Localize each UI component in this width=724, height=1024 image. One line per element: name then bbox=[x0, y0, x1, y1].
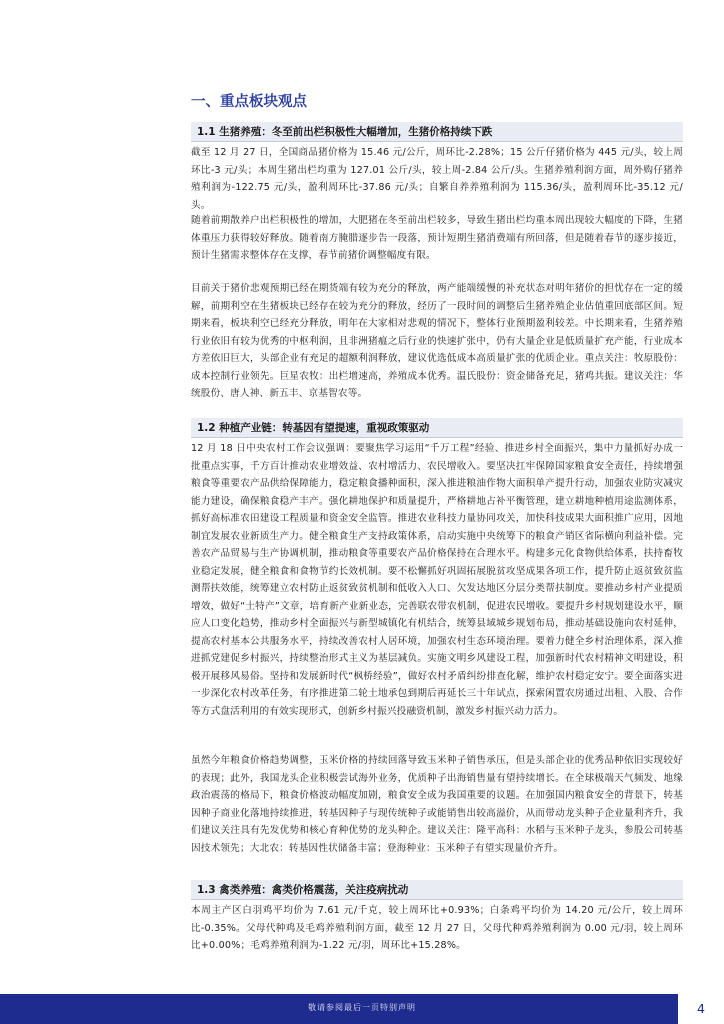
paragraph-pig-outlook: 随着前期散养户出栏积极性的增加，大肥猪在冬至前出栏较多，导致生猪出栏均重本周出现较大幅度的下降，生猪体重压力获得较好释放。随着南方腌腊逐步告一段落，预计短期生猪消费端有所回落，但是随着春节的逐步接近，预计生猪需求整体存在支撑，春节前猪价调整幅度有限。 bbox=[191, 215, 683, 261]
paragraph-pig-prices: 截至 12 月 27 日，全国商品猪价格为 15.46 元/公斤，周环比-2.28%；15 公斤仔猪价格为 445 元/头，较上周环比-3 元/头；本周生猪出栏均重为 127.01 公斤/头，较上周-2.84 公斤/头。生猪养殖利润方面，周外购仔猪养殖利润为-122.75 元/头，盈利周环比-37.86 元/头；自繁自养养殖利润为 115.36/头，盈利周环比-35.12 元/头。 bbox=[191, 147, 683, 211]
section-heading-poultry: 1.3 禽类养殖：禽类价格震荡，关注疫病扰动 bbox=[191, 880, 683, 900]
footer-band bbox=[0, 994, 724, 1024]
footer-disclaimer: 敬请参阅最后一页特别声明 bbox=[308, 1003, 416, 1012]
page-number: 4 bbox=[678, 994, 724, 1024]
page-title: 一、重点板块观点 bbox=[191, 94, 307, 110]
paragraph-rural-work-conference: 12 月 18 日中央农村工作会议强调：要聚焦学习运用“千万工程”经验、推进乡村全面振兴，集中力量抓好办成一批重点实事，千方百计推动农业增效益、农村增活力、农民增收入。要坚决扛牢保障国家粮食安全责任，持续增强粮食等重要农产品供给保障能力，稳定粮食播种面积，深入推进粮油作物大面积单产提升行动，加强农业防灾减灾能力建设，确保粮食稳产丰产。强化耕地保护和质量提升，严格耕地占补平衡管理，建立耕地种植用途监测体系，抓好高标准农田建设工程质量和资金安全监管。推进农业科技力量协同攻关，加快科技成果大面积推广应用，因地制宜发展农业新质生产力。健全粮食生产支持政策体系，启动实施中央统筹下的粮食产销区省际横向利益补偿。完善农产品贸易与生产协调机制，推动粮食等重要农产品价格保持在合理水平。构建多元化食物供给体系，扶持畜牧业稳定发展，健全粮食和食物节约长效机制。要不松懈抓好巩固拓展脱贫攻坚成果各项工作，提升防止返贫致贫监测帮扶效能，统筹建立农村防止返贫致贫机制和低收入人口、欠发达地区分层分类帮扶制度。要推动乡村产业提质增效，做好“土特产”文章，培育新产业新业态，完善联农带农机制，促进农民增收。要提升乡村规划建设水平，顺应人口变化趋势，推动乡村全面振兴与新型城镇化有机结合，统筹县域城乡规划布局，推动基础设施向农村延伸，提高农村基本公共服务水平，持续改善农村人居环境，加强农村生态环境治理。要着力健全乡村治理体系，深入推进抓党建促乡村振兴，持续整治形式主义为基层减负。实施文明乡风建设工程，加强新时代农村精神文明建设，积极开展移风易俗。坚持和发展新时代“枫桥经验”，做好农村矛盾纠纷排查化解，维护农村稳定安宁。要全面落实进一步深化农村改革任务，有序推进第二轮土地承包到期后再延长三十年试点，探索闲置农房通过出租、入股、合作等方式盘活利用的有效实现形式，创新乡村振兴投融资机制，激发乡村振兴动力活力。 bbox=[191, 443, 683, 717]
paragraph-pig-recommendations: 目前关于猪价悲观预期已经在期货端有较为充分的释放，两产能端缓慢的补充状态对明年猪价的担忧存在一定的缓解，前期利空在生猪板块已经存在较为充分的释放，经历了一段时间的调整后生猪养殖企业估值重回底部区间。短期来看，板块利空已经充分释放，明年在大家相对悲观的情况下，整体行业预期盈利较差。中长期来看，生猪养殖行业依旧有较为优秀的中枢利润，且非洲猪瘟之后行业的快速扩张中，仍有大量企业是低质量扩充产能，行业成本方差依旧巨大，头部企业有充足的超额利润释放，建议优选低成本高质量扩张的优质企业。重点关注：牧原股份：成本控制行业领先。巨星农牧：出栏增速高，养殖成本优秀。温氏股份：资金储备充足，猪鸡共振。建议关注：华统股份、唐人神、新五丰、京基智农等。 bbox=[191, 283, 683, 399]
paragraph-poultry-prices: 本周主产区白羽鸡平均价为 7.61 元/千克，较上周环比+0.93%；白条鸡平均价为 14.20 元/公斤，较上周环比-0.35%。父母代种鸡及毛鸡养殖利润方面，截至 12 月 27 日，父母代种鸡养殖利润为 0.00 元/羽，较上周环比+0.00%；毛鸡养殖利润为-1.22 元/羽，周环比+15.28%。 bbox=[191, 905, 683, 951]
section-heading-pig-farming: 1.1 生猪养殖：冬至前出栏积极性大幅增加，生猪价格持续下跌 bbox=[191, 122, 683, 142]
paragraph-seed-industry: 虽然今年粮食价格趋势调整，玉米价格的持续回落导致玉米种子销售承压，但是头部企业的优秀品种依旧实现较好的表现；此外，我国龙头企业积极尝试海外业务，优质种子出海销售量有望持续增长。在全球极端天气频发、地缘政治震荡的格局下，粮食价格波动幅度加剧，粮食安全成为我国重要的议题。在加强国内粮食安全的背景下，转基因种子商业化落地持续推进，转基因种子与现传统种子或能销售出较高溢价，从而带动龙头种子企业量利齐升，我们建议关注具有先发优势和核心育种优势的龙头种企。建议关注：隆平高科：水稻与玉米种子龙头，参股公司转基因技术领先；大北农：转基因性状储备丰富；登海种业：玉米种子有望实现量价齐升。 bbox=[191, 755, 683, 854]
section-heading-planting-chain: 1.2 种植产业链：转基因有望提速，重视政策驱动 bbox=[191, 418, 683, 438]
